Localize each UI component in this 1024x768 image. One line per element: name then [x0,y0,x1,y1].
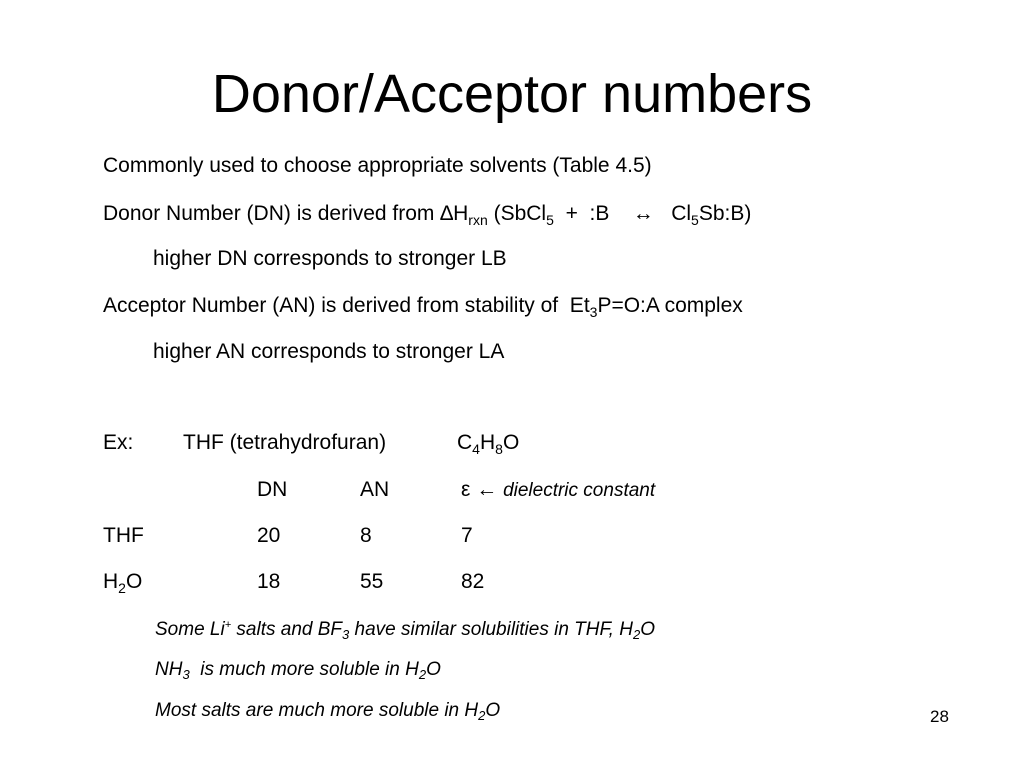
superscript: + [224,619,232,631]
text: H [103,570,119,593]
text: Acceptor Number (AN) is derived from stability of Et [103,294,590,317]
example-label: Ex: [103,431,134,454]
page-number: 28 [930,707,949,726]
bullet-solvent-choice: Commonly used to choose appropriate solvents (Table 4.5) [103,154,652,177]
text: NH [155,659,183,680]
example-line [103,430,519,456]
subscript: 3 [182,667,190,682]
subscript: 5 [546,212,554,228]
example-name: THF (tetrahydrofuran) [183,431,387,454]
text: is much more soluble in H [189,659,419,680]
row-thf-dn: 20 [257,524,281,547]
text: O [125,570,143,593]
text: O [485,700,501,721]
note-nh3 [155,658,441,682]
subscript: 8 [495,441,503,457]
equilibrium-arrow: ↔ [632,202,654,225]
text: O [640,619,655,640]
text: Some Li [155,619,225,640]
row-water-dn: 18 [257,570,281,593]
text: H [479,431,496,454]
epsilon-symbol: ε [461,478,471,501]
sub-bullet-an: higher AN corresponds to stronger LA [153,340,505,363]
row-water-solvent [103,569,142,595]
subscript: 3 [589,304,598,320]
text: Cl [653,202,692,225]
bullet-donor-number [103,201,751,227]
header-an: AN [360,478,390,501]
text: P=O:A complex [597,294,743,317]
row-thf-solvent: THF [103,524,144,547]
row-thf-eps: 7 [461,524,473,547]
bullet-acceptor-number [103,293,743,319]
text: H [453,202,469,225]
text: Sb:B) [698,202,752,225]
row-water-eps: 82 [461,570,485,593]
subscript: 2 [632,627,641,642]
epsilon-note: dielectric constant [503,480,656,501]
text: O [426,659,441,680]
delta-symbol: ∆ [440,202,454,225]
text: salts and BF [231,619,343,640]
note-li-salts [155,618,655,642]
subscript: 2 [118,580,126,596]
sub-bullet-dn: higher DN corresponds to stronger LB [153,247,507,270]
header-dn: DN [257,478,288,501]
left-arrow: ← [476,478,498,501]
slide-title: Donor/Acceptor numbers [211,64,813,124]
subscript: 3 [342,627,350,642]
row-water-an: 55 [360,570,384,593]
header-epsilon [461,477,655,504]
subscript: 4 [472,441,480,457]
text: (SbCl [487,202,547,225]
text: C [457,431,473,454]
text: have similar solubilities in THF, H [349,619,633,640]
text: O [502,431,520,454]
text: + :B [553,202,633,225]
subscript: rxn [468,212,488,228]
row-thf-an: 8 [360,524,372,547]
note-most-salts [155,699,500,723]
text: Donor Number (DN) is derived from [103,202,441,225]
subscript: 2 [478,708,486,723]
text: Most salts are much more soluble in H [155,700,479,721]
subscript: 2 [418,667,427,682]
subscript: 5 [691,212,699,228]
